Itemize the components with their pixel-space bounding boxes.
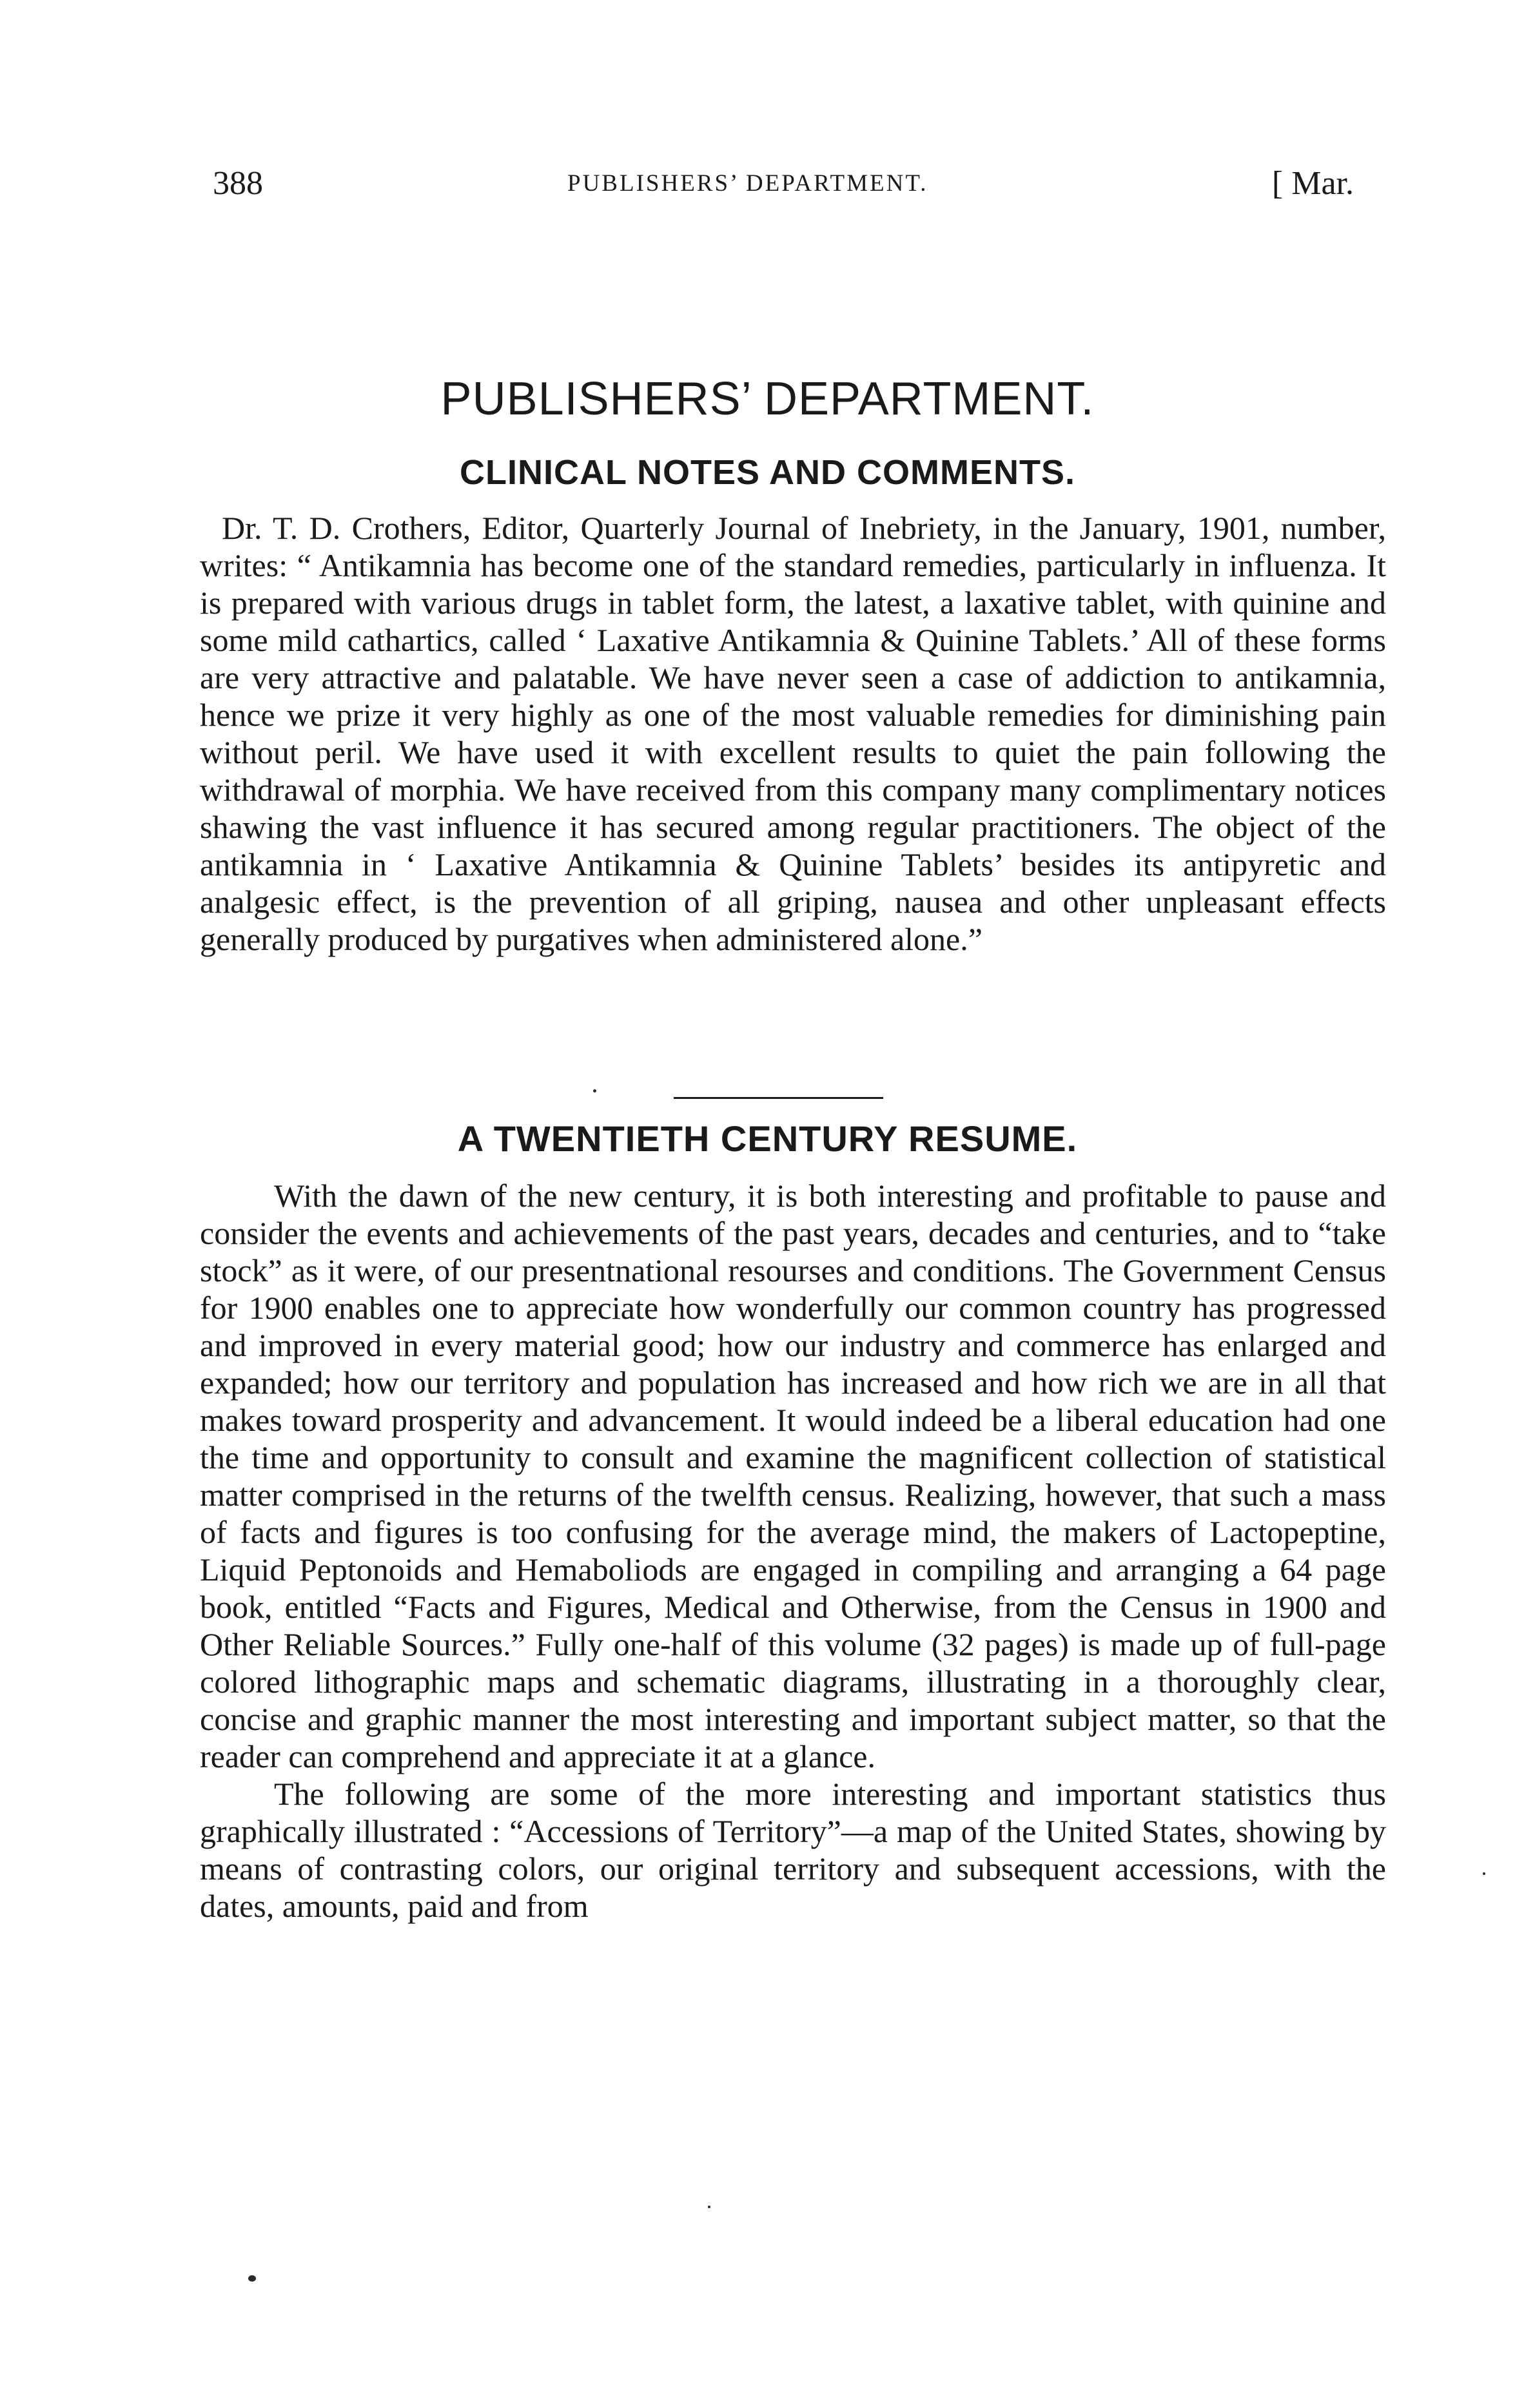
page-number: 388 [213, 165, 263, 202]
ink-speck [1483, 1872, 1485, 1875]
ink-speck [708, 2206, 710, 2208]
section-title-clinical-notes: CLINICAL NOTES AND COMMENTS. [460, 453, 1075, 492]
clinical-notes-text: Dr. T. D. Crothers, Editor, Quarterly Journal of Inebriety, in the January, 1901, number, writes: “ Antikamnia has become one of the standard remedies, particularly in influenza. It is prepared with various drugs in tablet form, the latest, a laxative tablet, with quinine and some mild cathartics, called ‘ Laxative Antikamnia & Quinine Tablets.’ All of these forms are very attractive and palatable. We have never seen a case of addiction to antikamnia, hence we prize it very highly as one of the most valuable remedies for diminishing pain without peril. We have used it with excellent results to quiet the pain following the withdrawal of morphia. We have received from this company many complimentary notices shawing the vast influence it has secured among regular practitioners. The object of the antikamnia in ‘ Laxative Antikamnia & Quinine Tablets’ besides its antipyretic and analgesic effect, is the prevention of all griping, nausea and other unpleasant effects generally produced by purgatives when administered alone.” [200, 510, 1386, 957]
section-title-twentieth-century: A TWENTIETH CENTURY RESUME. [457, 1118, 1078, 1159]
section-divider [674, 1097, 883, 1099]
twentieth-century-paragraph-2: The following are some of the more interesting and important statistics thus graphically illustrated : “Accessions of Territory”—a map of the United States, showing by means of contrasting colors, our original territory and subsequent accessions, with the dates, amounts, paid and from [200, 1776, 1386, 1924]
ink-speck [593, 1089, 596, 1092]
running-date: [ Mar. [1271, 165, 1354, 202]
twentieth-century-paragraph-1: With the dawn of the new century, it is both interesting and profitable to pause and consider the events and achievements of the past years, decades and centuries, and to “take stock” as it were, of our presentnational resourses and conditions. The Government Census for 1900 enables one to appreciate how wonderfully our common country has progressed and improved in every material good; how our industry and commerce has enlarged and expanded; how our territory and population has increased and how rich we are in all that makes toward prosperity and advancement. It would indeed be a liberal education had one the time and opportunity to consult and examine the magnificent collection of statistical matter comprised in the returns of the twelfth census. Realizing, however, that such a mass of facts and figures is too confusing for the average mind, the makers of Lactopeptine, Liquid Peptonoids and Hemaboliods are engaged in compiling and arranging a 64 page book, entitled “Facts and Figures, Medical and Otherwise, from the Census in 1900 and Other Reliable Sources.” Fully one-half of this volume (32 pages) is made up of full-page colored lithographic maps and schematic diagrams, illustrating in a thoroughly clear, concise and graphic manner the most interesting and important subject matter, so that the reader can comprehend and appreciate it at a glance. [200, 1178, 1386, 1774]
department-title: PUBLISHERS’ DEPARTMENT. [440, 373, 1095, 425]
clinical-notes-body [200, 509, 1386, 958]
twentieth-century-body [200, 1177, 1386, 1925]
ink-speck [248, 2275, 256, 2282]
running-head [213, 164, 1373, 209]
clinical-notes-paragraph [200, 509, 1386, 958]
running-title: PUBLISHERS’ DEPARTMENT. [567, 170, 928, 197]
